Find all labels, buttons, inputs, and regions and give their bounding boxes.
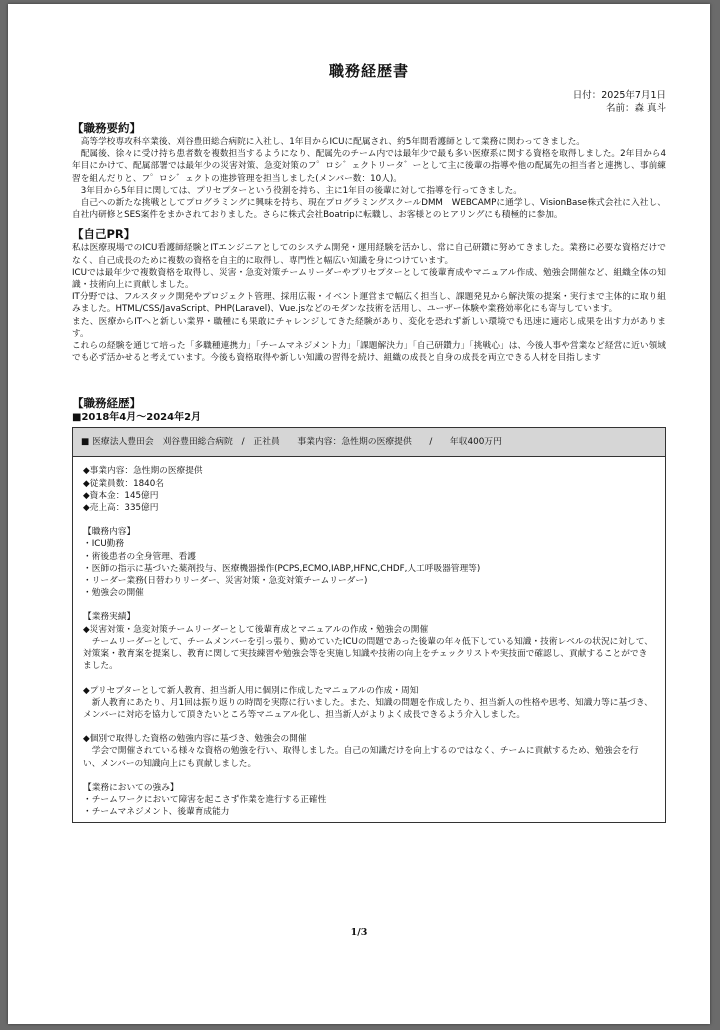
summary-paragraph: 3年目から5年目に関しては、プリセプターという役割を持ち、主に1年目の後輩に対して指導を行ってきました。 (80, 185, 522, 196)
company-info-item: ◆売上高：335億円 (83, 503, 159, 514)
achievement-body: 学会で開催されている様々な資格の勉強を行い、取得しました。自己の知識だけを向上するのではなく、チームに貢献するため、勉強会を行い、メンバーの知識向上にも貢献しました。 (83, 746, 639, 769)
pr-paragraph: また、医療からITへと新しい業界・職種にも果敢にチャレンジしてきた経験があり、変化を恐れず新しい環境でも迅速に適応し成果を出す力があります。 (72, 316, 666, 339)
page-content (72, 60, 666, 823)
pr-heading: 【自己PR】 (72, 227, 136, 242)
career-period: ■2018年4月～2024年2月 (72, 412, 202, 424)
achievement-body: 新人教育にあたり、月1回は振り返りの時間を実際に行いました。また、知識の問題を作成したり、担当新人の性格や思考、知識力等に基づき、メンバーに対応を協力して頂きたいところ等マニュアル化し、担当新人がよりよく成長できるよう介入しました。 (83, 697, 653, 720)
page-title: 職務経歴書 (328, 62, 409, 80)
company-info-item: ◆従業員数：1840名 (83, 478, 164, 489)
duty-item: ・勉強会の開催 (83, 588, 144, 599)
duties-heading: 【職務内容】 (83, 527, 136, 538)
summary-paragraph: 配属後、徐々に受け持ち患者数を複数担当するようになり、配属先のチーム内では最年少で最も多い医療系に関する資格を取得しました。2年目から4年目にかけて、配属部署では最年少の災害対策、急変対策のフ゜ロシ゛ェクトリータ゛ーとして主に後輩の指導や他の配属先の担当者と連携し、事前練習を組んだりと、フ゜ロシ゛ェクトの進捗管理を担当しました(メンバー数：10人)。 (72, 149, 666, 184)
strengths-heading: 【業務においての強み】 (83, 782, 179, 793)
company-info-item: ◆資本金：145億円 (83, 490, 159, 501)
strength-item: ・チームワークにおいて障害を起こさず作業を進行する正確性 (83, 794, 327, 805)
name-line: 名前：森 真斗 (605, 103, 666, 114)
pr-paragraph: これらの経験を通じて培った「多職種連携力」「チームマネジメント力」「課題解決力」「自己研鑽力」「挑戦心」は、今後人事や営業など経営に近い領域でも必ず活かせると考えています。今後も資格取得や新しい知識の習得を続け、組織の成長と自身の成長を両立できる人材を目指します (72, 341, 666, 364)
pr-paragraph: ICUでは最年少で複数資格を取得し、災害・急変対策チームリーダーやプリセプターとして後輩育成やマニュアル作成、勉強会開催など、組織全体の知識・技術向上に貢献しました。 (72, 267, 666, 291)
duty-item: ・医師の指示に基づいた薬剤投与、医療機器操作(PCPS,ECMO,IABP,HFNC,CHDF,人工呼吸器管理等) (83, 563, 481, 574)
achievement-title: ◆プリセプターとして新人教育、担当新人用に個別に作成したマニュアルの作成・周知 (83, 685, 419, 696)
duty-item: ・術後患者の全身管理、看護 (83, 551, 196, 562)
pr-paragraph: 私は医療現場でのICU看護師経験とITエンジニアとしてのシステム開発・運用経験を活かし、常に自己研鑽に努めてきました。業務に必要な資格だけでなく、自己成長のために複数の資格を自主的に取得し、専門性と幅広い知識を身につけています。 (72, 243, 666, 266)
achievement-body: チームリーダーとして、チームメンバーを引っ張り、勤めていたICUの問題であった後輩の年々低下している知識・技術レベルの状況に対して、対策案・教育案を提案し、教育に関して実技練習や勉強会等を実施し知識や技術の向上をチェックリストや実技面で確認し、貢献することができました。 (83, 636, 653, 672)
company-info-item: ◆事業内容：急性期の医療提供 (83, 466, 203, 477)
career-details (73, 457, 665, 822)
pr-paragraph: IT分野では、フルスタック開発やプロジェクト管理、採用広報・イベント運営まで幅広く担当し、課題発見から解決策の提案・実行まで主体的に取り組みました。HTML/CSS/JavaScript、PHP(Laravel)、Vue.jsなどのモダンな技術を活用し、ユーザー体験や業務効率化にも寄与しています。 (72, 292, 666, 315)
achievement-title: ◆災害対策・急変対策チームリーダーとして後輩育成とマニュアルの作成・勉強会の開催 (83, 624, 429, 635)
company-line: ■ 医療法人豊田会 刈谷豊田総合病院 / 正社員 事業内容：急性期の医療提供 / 年収400万円 (73, 428, 665, 457)
career-heading: 【職務経歴】 (72, 396, 141, 411)
summary-heading: 【職務要約】 (72, 121, 141, 135)
date-line: 日付：2025年7月1日 (572, 90, 666, 101)
career-box (72, 427, 666, 823)
achievement-title: ◆個別で取得した資格の勉強内容に基づき、勉強会の開催 (83, 734, 307, 745)
document-page (8, 4, 710, 1024)
achievements-heading: 【業務実績】 (83, 612, 136, 623)
duty-item: ・リーダー業務(日替わりリーダー、災害対策・急変対策チームリーダー) (83, 576, 368, 587)
duty-item: ・ICU勤務 (83, 539, 125, 550)
summary-paragraph: 高等学校専攻科卒業後、刈谷豊田総合病院に入社し、1年目からICUに配属され、約5年間看護師として業務に関わってきました。 (80, 137, 585, 147)
summary-paragraph: 自己への新たな挑戦としてプログラミングに興味を持ち、現在プログラミングスクールDMM WEBCAMPに通学し、VisionBase株式会社に入社し、自社内研修とSES案件をまかされておりました。さらに株式会社Boatripに転職し、お客様とのヒアリングにも積極的に参加。 (72, 198, 666, 221)
strength-item: ・チームマネジメント、後輩育成能力 (83, 807, 230, 818)
page-number: 1/3 (350, 927, 368, 938)
